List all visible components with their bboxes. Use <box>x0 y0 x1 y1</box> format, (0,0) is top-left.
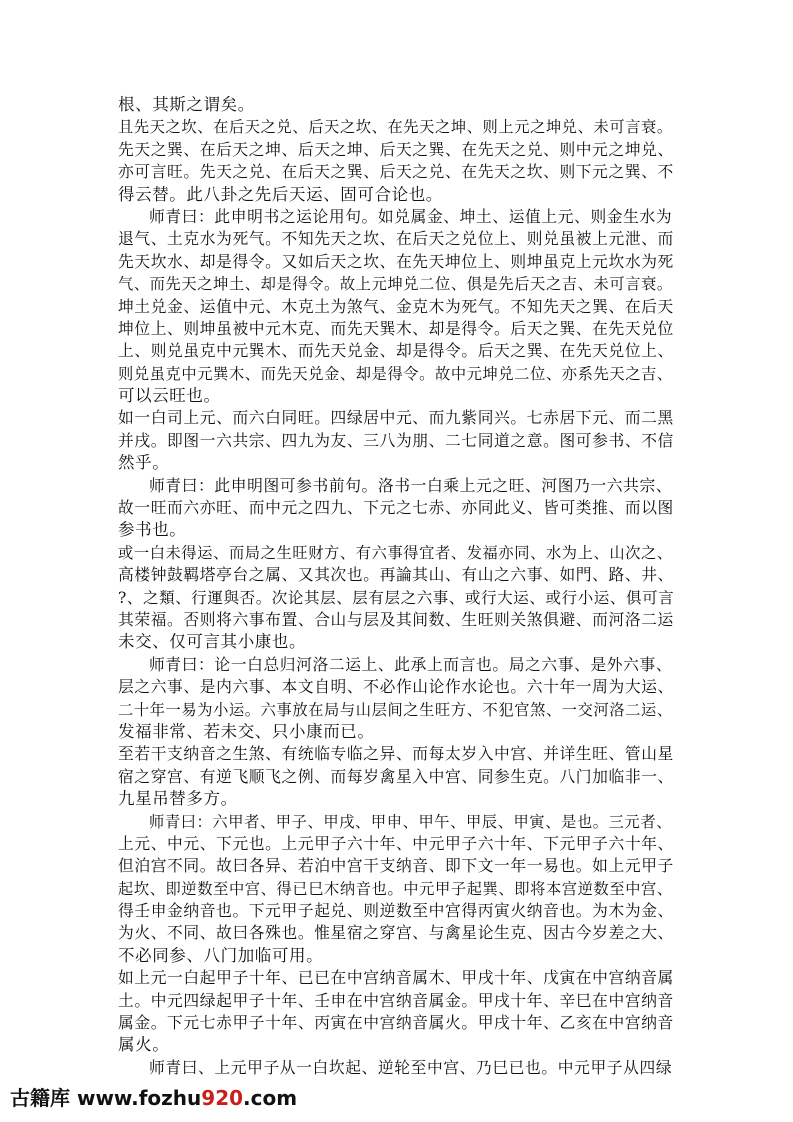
text-line: 如一白司上元、而六白同旺。四绿居中元、而九紫同兴。七赤居下元、而二黑 <box>118 408 674 428</box>
text-line: 然乎。 <box>118 453 170 473</box>
text-line: 属火。 <box>118 1035 170 1055</box>
text-line: 可以云旺也。 <box>118 386 221 406</box>
text-line: 得云替。此八卦之先后天运、固可合论也。 <box>118 184 443 204</box>
text-line: 师青曰：论一白总归河洛二运上、此承上而言也。局之六事、是外六事、 <box>149 654 673 674</box>
text-line: 退气、土克水为死气。不知先天之坎、在后天之兑位上、则兑虽被上元泄、而 <box>118 229 674 249</box>
text-line: 高楼钟鼓羁塔亭台之属、又其次也。再論其山、有山之六事、如門、路、井、 <box>118 565 674 585</box>
site-brand: 古籍库 <box>10 1086 70 1110</box>
text-line: 坤土兑金、运值中元、木克土为煞气、金克木为死气。不知先天之巽、在后天 <box>118 296 674 316</box>
text-line: 故一旺而六亦旺、而中元之四九、下元之七赤、亦同此义、皆可类推、而以图 <box>118 498 674 518</box>
text-line: 不必同参、八门加临可用。 <box>118 945 324 965</box>
text-line: 为火、不同、故曰各殊也。惟星宿之穿宫、与禽星论生克、因古今岁差之大、 <box>118 923 674 943</box>
text-line: 先天之巽、在后天之坤、后天之坤、后天之巽、在先天之兑、则中元之坤兑、 <box>118 139 674 159</box>
text-line: 亦可言旺。先天之兑、在后天之巽、后天之兑、在先天之坎、则下元之巽、不 <box>118 162 674 182</box>
text-line: 起坎、即逆数至中宫、得已巳木纳音也。中元甲子起巽、即将本宫逆数至中宫、 <box>118 879 673 898</box>
site-url-suffix: .com <box>243 1086 298 1110</box>
text-line: 属金。下元七赤甲子十年、丙寅在中宫纳音属火。甲戌十年、乙亥在中宫纳音 <box>118 1013 674 1033</box>
text-line: 参书也。 <box>118 520 187 540</box>
text-line: 师青曰：此申明书之运论用句。如兑属金、坤土、运值上元、则金生水为 <box>149 206 673 226</box>
text-line: 并戌。即图一六共宗、四九为友、三八为朋、二七同道之意。图可参书、不信 <box>118 430 674 450</box>
text-line: 宿之穿宫、有逆飞顺飞之例、而每岁禽星入中宫、同参生克。八门加临非一、 <box>118 766 674 786</box>
text-line: 师青曰、上元甲子从一白坎起、逆轮至中宫、乃巳已也。中元甲子从四绿 <box>149 1057 673 1077</box>
text-line: 上元、中元、下元也。上元甲子六十年、中元甲子六十年、下元甲子六十年、 <box>118 833 674 853</box>
watermark-footer <box>10 1082 297 1111</box>
text-line: 上、则兑虽克中元巽木、而先天兑金、却是得令。后天之巽、在先天兑位上、 <box>118 341 674 361</box>
document-body <box>118 94 678 1079</box>
text-line: 二十年一易为小运。六事放在局与山层间之生旺方、不犯官煞、一交河洛二运、 <box>118 700 673 719</box>
text-line: 师青曰：此申明图可参书前句。洛书一白乘上元之旺、河图乃一六共宗、 <box>149 475 673 495</box>
text-line: 如上元一白起甲子十年、已已在中宫纳音属木、甲戌十年、戊寅在中宫纳音属 <box>118 968 674 988</box>
text-line: 但泊宫不同。故曰各异、若泊中宫干支纳音、即下文一年一易也。如上元甲子 <box>118 856 674 876</box>
text-line: 坤位上、则坤虽被中元木克、而先天巽木、却是得令。后天之巽、在先天兑位 <box>118 318 674 338</box>
text-line: 土。中元四绿起甲子十年、壬申在中宫纳音属金。甲戌十年、辛巳在中宫纳音 <box>118 990 674 1010</box>
text-line: 先天坎水、却是得令。又如后天之坎、在先天坤位上、则坤虽克上元坎水为死 <box>118 251 674 271</box>
text-line: 未交、仅可言其小康也。 <box>118 632 307 652</box>
text-line: 或一白未得运、而局之生旺财方、有六事得宜者、发福亦同、水为上、山次之、 <box>118 543 673 562</box>
text-line: 至若干支纳音之生煞、有统临专临之异、而每太岁入中宫、并详生旺、管山星 <box>118 744 674 764</box>
text-line: 层之六事、是内六事、本文自明、不必作山论作水论也。六十年一周为大运、 <box>118 677 674 697</box>
text-line: 且先天之坎、在后天之兑、后天之坎、在先天之坤、则上元之坤兑、未可言衰。 <box>118 118 673 137</box>
text-line: ?、之類、行運與否。次论其层、层有层之六事、或行大运、或行小运、俱可言 <box>118 588 675 607</box>
text-line: 师青曰：六甲者、甲子、甲戌、甲申、甲午、甲辰、甲寅、是也。三元者、 <box>149 812 673 831</box>
text-line: 发福非常、若未交、只小康而已。 <box>118 721 375 741</box>
text-line: 气、而先天之坤土、却是得令。故上元坤兑二位、俱是先后天之吉、未可言衰。 <box>118 275 673 294</box>
text-line: 其荣福。否则将六事布置、合山与层及其间数、生旺则关煞俱避、而河洛二运 <box>118 609 674 629</box>
text-line: 得壬申金纳音也。下元甲子起兑、则逆数至中宫得丙寅火纳音也。为木为金、 <box>118 901 674 921</box>
site-url-prefix: www.fozhu <box>76 1086 202 1110</box>
text-line: 九星吊替多方。 <box>118 789 238 809</box>
text-line: 则兑虽克中元巽木、而先天兑金、却是得令。故中元坤兑二位、亦系先天之吉、 <box>118 364 673 383</box>
text-line: 根、其斯之谓矣。 <box>118 95 255 114</box>
site-url-number: 920 <box>201 1086 244 1110</box>
